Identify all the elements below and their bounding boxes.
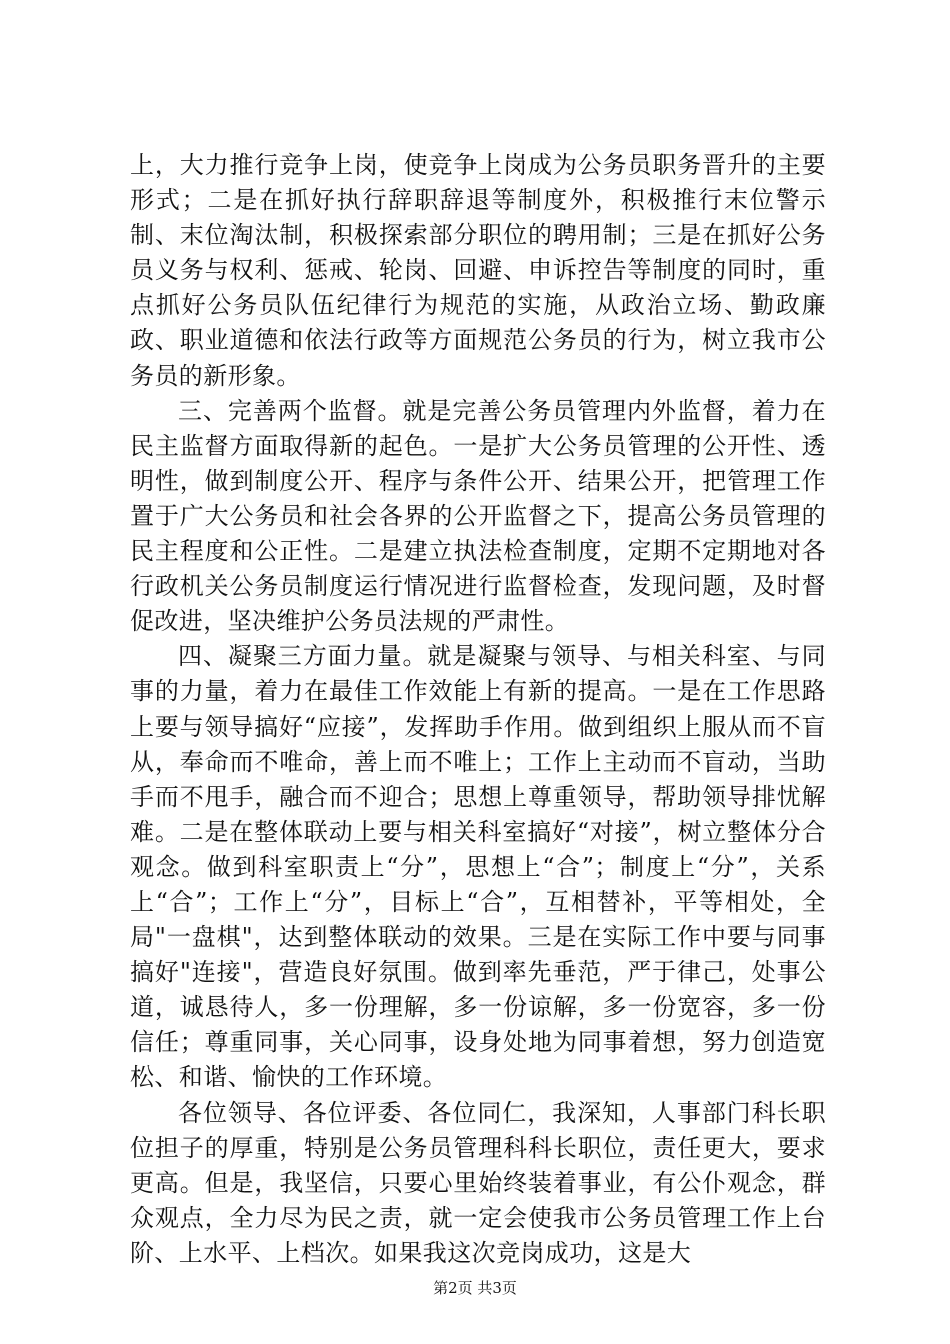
- document-body: [130, 148, 826, 1271]
- paragraph-3: 四、凝聚三方面力量。就是凝聚与领导、与相关科室、与同事的力量，着力在最佳工作效能上有新的提高。一是在工作思路上要与领导搞好“应接”，发挥助手作用。做到组织上服从而不盲从，奉命而不唯命，善上而不唯上；工作上主动而不盲动，当助手而不甩手，融合而不迎合；思想上尊重领导，帮助领导排忧解难。二是在整体联动上要与相关科室搞好“对接”，树立整体分合观念。做到科室职责上“分”，思想上“合”；制度上“分”，关系上“合”；工作上“分”，目标上“合”，互相替补，平等相处，全局"一盘棋"，达到整体联动的效果。三是在实际工作中要与同事搞好"连接"，营造良好氛围。做到率先垂范，严于律己，处事公道，诚恳待人，多一份理解，多一份谅解，多一份宽容，多一份信任；尊重同事，关心同事，设身处地为同事着想，努力创造宽松、和谐、愉快的工作环境。: [130, 642, 826, 1092]
- page-footer: 第2页 共3页: [433, 1279, 517, 1297]
- paragraph-4: 各位领导、各位评委、各位同仁，我深知，人事部门科长职位担子的厚重，特别是公务员管理科科长职位，责任更大，要求更高。但是，我坚信，只要心里始终装着事业，有公仆观念，群众观点，全力尽为民之责，就一定会使我市公务员管理工作上台阶、上水平、上档次。如果我这次竞岗成功，这是大: [130, 1098, 826, 1267]
- paragraph-2: 三、完善两个监督。就是完善公务员管理内外监督，着力在民主监督方面取得新的起色。一是扩大公务员管理的公开性、透明性，做到制度公开、程序与条件公开、结果公开，把管理工作置于广大公务员和社会各界的公开监督之下，提高公务员管理的民主程度和公正性。二是建立执法检查制度，定期不定期地对各行政机关公务员制度运行情况进行监督检查，发现问题，及时督促改进，坚决维护公务员法规的严肃性。: [130, 396, 826, 636]
- paragraph-1: 上，大力推行竞争上岗，使竞争上岗成为公务员职务晋升的主要形式；二是在抓好执行辞职辞退等制度外，积极推行末位警示制、末位淘汰制，积极探索部分职位的聘用制；三是在抓好公务员义务与权利、惩戒、轮岗、回避、申诉控告等制度的同时，重点抓好公务员队伍纪律行为规范的实施，从政治立场、勤政廉政、职业道德和依法行政等方面规范公务员的行为，树立我市公务员的新形象。: [130, 151, 826, 390]
